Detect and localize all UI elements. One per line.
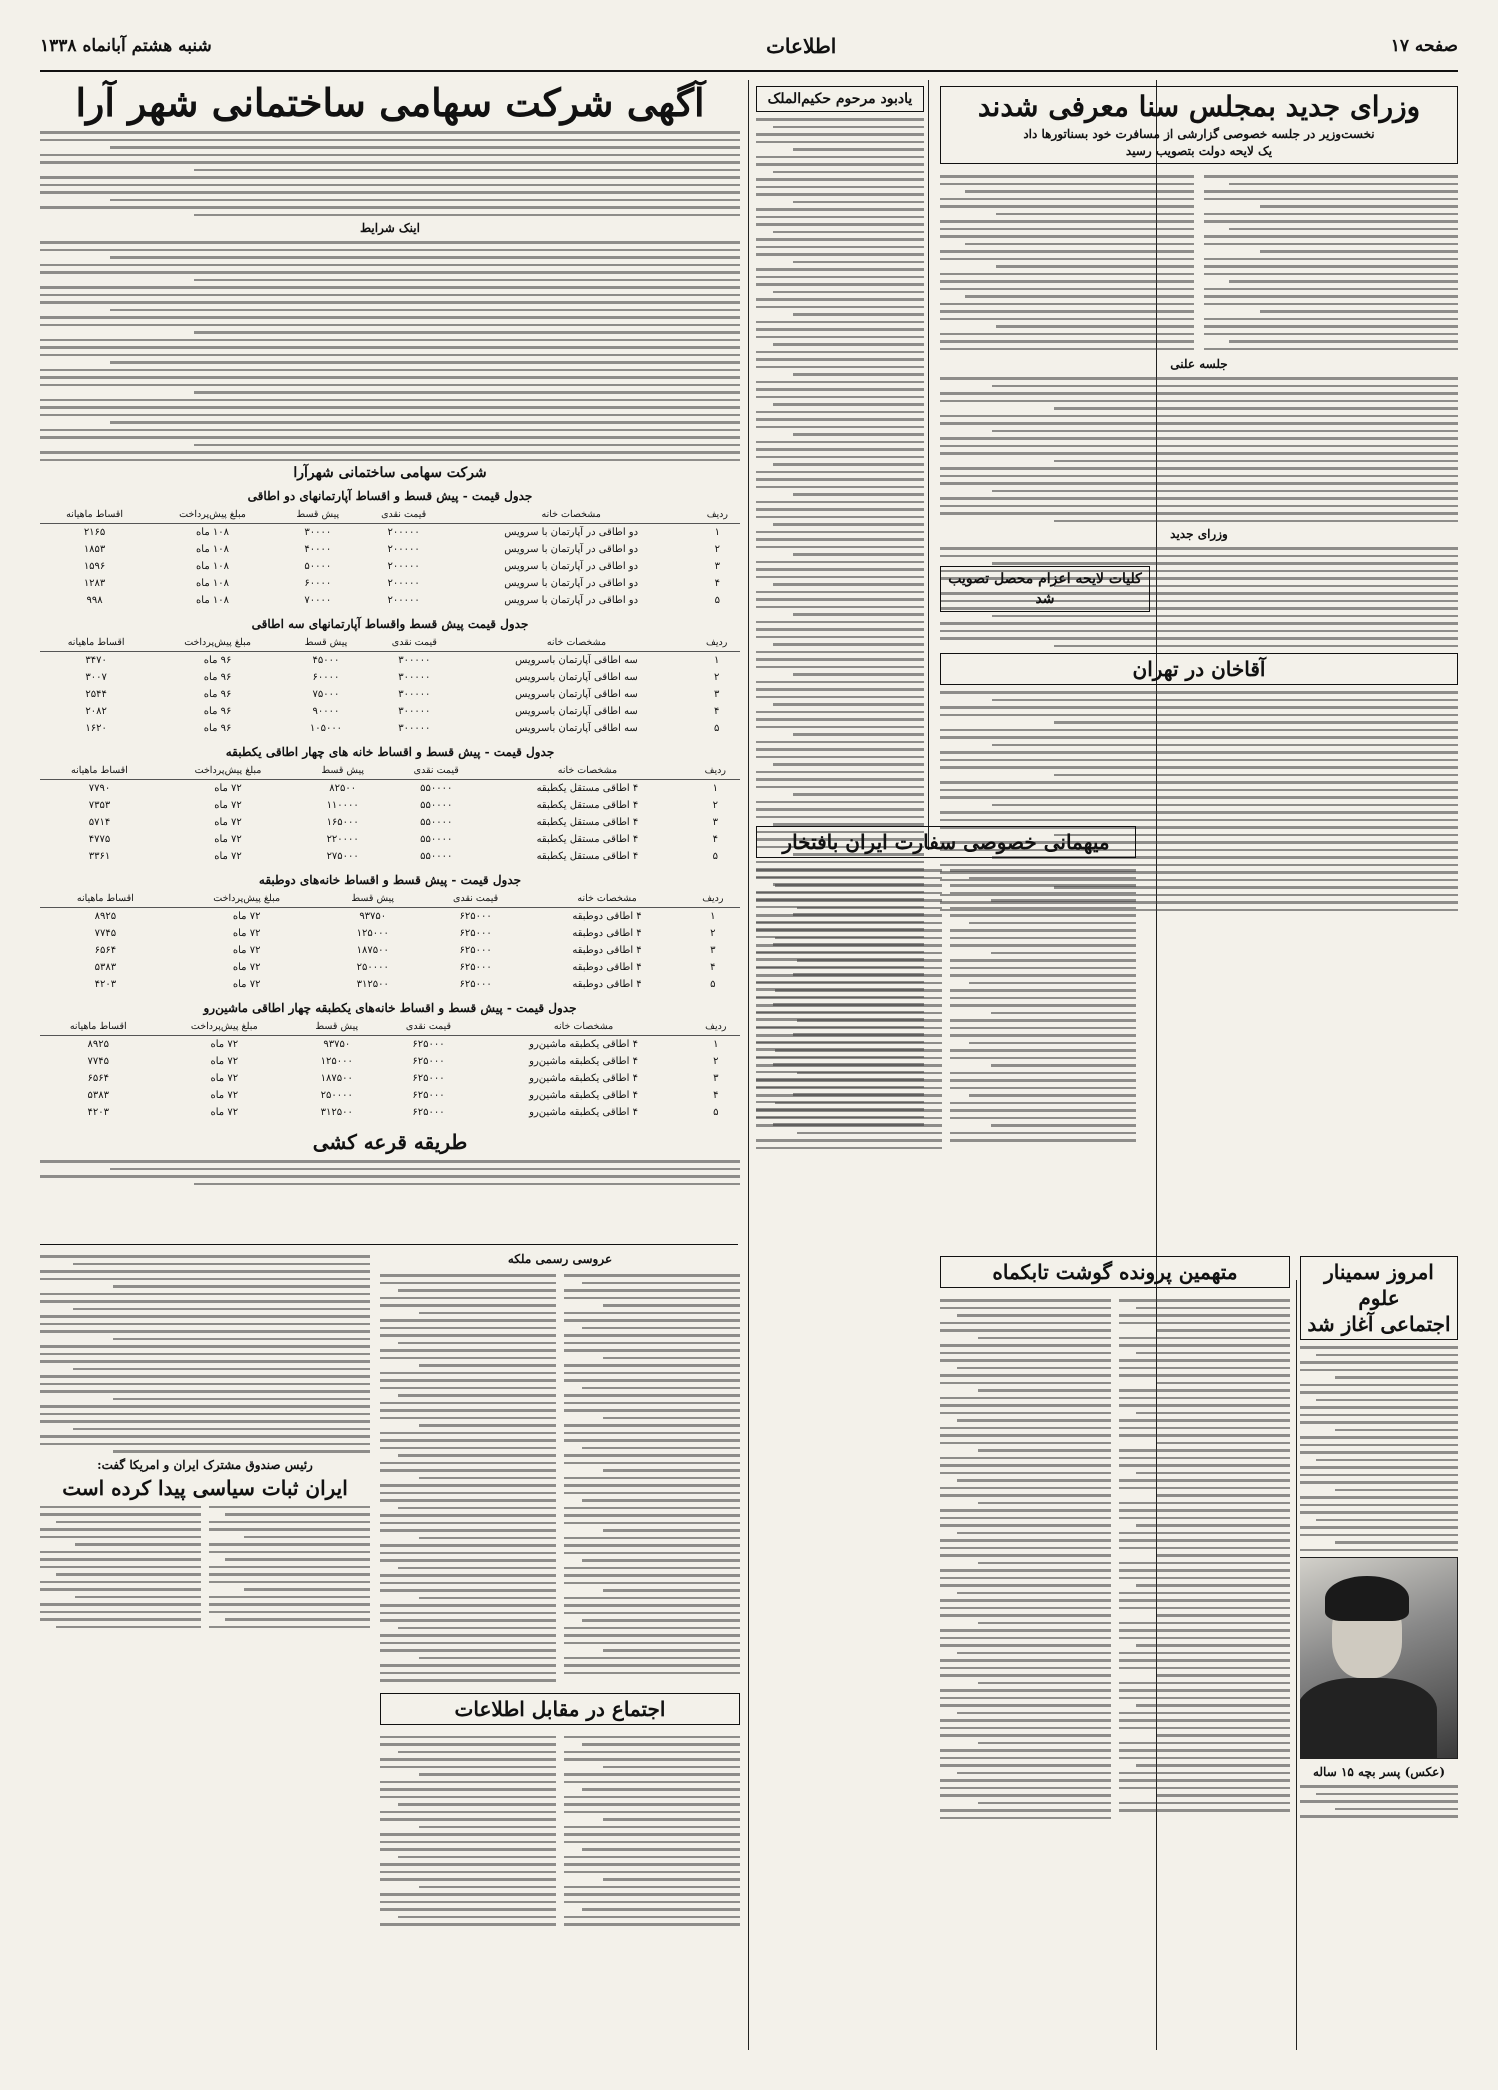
table-cell: ۴ اطاقی یکطبقه ماشین‌رو: [529, 1090, 638, 1101]
table-cell: ۵: [713, 723, 720, 734]
table-cell: ۲۷۵۰۰۰: [326, 851, 359, 862]
table-header-cell: مشخصات خانه: [484, 762, 690, 780]
table-cell: ۴: [713, 1090, 719, 1101]
ad-intro: [40, 131, 740, 216]
table-cell: ۷۲ ماه: [214, 817, 242, 828]
memorial-story: [756, 86, 924, 112]
bill-story: [940, 566, 1150, 612]
table-cell: ۷۲ ماه: [232, 979, 261, 990]
table-cell: ۱: [712, 783, 718, 794]
table-cell: ۶۲۵۰۰۰: [459, 928, 492, 939]
table-cell: ۴ اطاقی مستقل یکطبقه: [536, 834, 639, 845]
table-cell: ۳۰۰۰۰: [304, 527, 332, 538]
ministers-story: [940, 86, 1458, 164]
table-cell: ۳۰۰۰۰۰: [398, 655, 431, 666]
table-cell: ۲: [713, 1056, 719, 1067]
table-row: [40, 541, 740, 558]
reception-story: [756, 826, 1136, 858]
table-cell: ۷۲ ماه: [232, 962, 261, 973]
table-header-cell: قیمت نقدی: [360, 506, 448, 524]
table-header-cell: مبلغ پیش‌پرداخت: [157, 1018, 293, 1036]
table-cell: ۷۲ ماه: [214, 800, 242, 811]
price-table-garage: [40, 1018, 740, 1121]
table-cell: ۱۲۵۰۰۰: [356, 928, 389, 939]
table-row: [40, 1053, 740, 1070]
table-header-cell: ردیف: [691, 762, 740, 780]
table-header-cell: قیمت نقدی: [381, 1018, 475, 1036]
table-header-cell: پیش قسط: [292, 1018, 381, 1036]
table-cell: ۵۵۰۰۰۰: [420, 817, 453, 828]
table-row: [40, 686, 740, 703]
table1-title: جدول قیمت - پیش قسط و اقساط آپارتمانهای دو اطاقی: [247, 489, 533, 503]
column-divider: [928, 80, 929, 850]
table-cell: ۵: [714, 595, 721, 606]
seminar-column: [1300, 1250, 1458, 2050]
memorial-headline: یادبود مرحوم حکیم‌الملک: [767, 91, 913, 107]
table-cell: ۴۵۰۰۰: [312, 655, 340, 666]
table-header-cell: اقساط ماهیانه: [40, 762, 159, 780]
page-number: صفحه ۱۷: [1390, 36, 1458, 56]
table-header-cell: ردیف: [692, 1018, 740, 1036]
table-header-cell: ردیف: [686, 890, 740, 908]
table-cell: ۹۹۸: [86, 595, 103, 606]
table-cell: ۶۲۵۰۰۰: [412, 1073, 445, 1084]
article-body: [1204, 170, 1458, 355]
table-cell: ۶۲۵۰۰۰: [459, 911, 492, 922]
table-cell: ۵۳۸۳: [94, 962, 117, 973]
table-cell: ۵: [712, 851, 718, 862]
article-body: [40, 1501, 201, 1634]
table-cell: ۲۵۰۰۰۰: [320, 1090, 353, 1101]
table-cell: ۴ اطاقی دوطبقه: [572, 962, 642, 973]
table-cell: ۷۲ ماه: [210, 1107, 239, 1118]
table-cell: سه اطاقی آپارتمان باسرویس: [515, 706, 638, 717]
table-cell: ۸۹۲۵: [87, 1039, 110, 1050]
table-cell: ۳۳۶۱: [88, 851, 111, 862]
table-cell: ۱۰۸ ماه: [196, 578, 229, 589]
table-cell: ۲۵۰۰۰۰: [356, 962, 389, 973]
table-cell: ۱۰۸ ماه: [196, 595, 229, 606]
table-header-cell: مبلغ پیش‌پرداخت: [171, 890, 323, 908]
article-body: [564, 1269, 740, 1687]
table-cell: ۵۵۰۰۰۰: [420, 783, 453, 794]
table-row: [40, 848, 740, 865]
table-cell: ۴ اطاقی دوطبقه: [572, 979, 642, 990]
table-cell: دو اطاقی در آپارتمان با سرویس: [504, 527, 639, 538]
table-cell: ۱: [714, 527, 721, 538]
article-body: [1300, 1785, 1458, 1818]
table-cell: ۷۲ ماه: [232, 928, 261, 939]
table-cell: ۴: [710, 962, 716, 973]
article-body: [1300, 1346, 1458, 1551]
table5-title: جدول قیمت - پیش قسط و اقساط خانه‌های یکطبقه چهار اطاقی ماشین‌رو: [203, 1001, 577, 1015]
royal-headline: عروسی رسمی ملکه: [507, 1252, 613, 1266]
table-cell: ۱۲۸۳: [83, 578, 106, 589]
table-cell: ۴ اطاقی دوطبقه: [572, 945, 642, 956]
table-cell: ۶۵۶۴: [87, 1073, 110, 1084]
table-header-cell: پیش قسط: [297, 762, 388, 780]
table-cell: ۵۵۰۰۰۰: [420, 851, 453, 862]
table-row: [40, 831, 740, 848]
table-row: [40, 720, 740, 737]
table-row: [40, 703, 740, 720]
table-cell: ۲: [713, 672, 720, 683]
table-cell: ۳۱۲۵۰۰: [356, 979, 389, 990]
table-cell: ۱۸۵۳: [83, 544, 106, 555]
table-row: [40, 959, 740, 976]
seminar-headline-2: اجتماعی آغاز شد: [1307, 1312, 1451, 1336]
table-cell: ۶۲۵۰۰۰: [412, 1039, 445, 1050]
table-header-cell: مبلغ پیش‌پرداخت: [159, 762, 297, 780]
table-row: [40, 652, 740, 670]
table-cell: ۴ اطاقی مستقل یکطبقه: [536, 817, 639, 828]
lower-middle-column: [380, 1250, 740, 2050]
table-cell: ۳: [710, 945, 716, 956]
table-cell: ۶۲۵۰۰۰: [459, 962, 492, 973]
table-row: [40, 592, 740, 609]
table-row: [40, 942, 740, 959]
table-cell: ۴: [714, 578, 721, 589]
table-row: [40, 976, 740, 993]
table-cell: ۹۳۷۵۰: [323, 1039, 351, 1050]
table-cell: ۲۰۰۰۰۰: [387, 595, 420, 606]
table-cell: ۷۷۴۵: [94, 928, 117, 939]
table-cell: سه اطاقی آپارتمان باسرویس: [515, 723, 638, 734]
table-cell: ۶۰۰۰۰: [312, 672, 340, 683]
table-cell: ۲۱۶۵: [83, 527, 106, 538]
table-row: [40, 558, 740, 575]
table-row: [40, 925, 740, 942]
lottery-headline: طریقه قرعه کشی: [312, 1130, 468, 1154]
table-cell: ۷۲ ماه: [214, 834, 242, 845]
table-cell: ۴ اطاقی دوطبقه: [572, 928, 642, 939]
lottery-body: [40, 1160, 740, 1185]
issue-date: شنبه هشتم آبانماه ۱۳۳۸: [40, 36, 212, 56]
ministers-subhead-2: یک لایحه دولت بتصویب رسید: [1125, 144, 1273, 158]
table-cell: ۶۵۶۴: [94, 945, 117, 956]
fund-column: [40, 1250, 370, 2050]
paper-name: اطلاعات: [766, 34, 837, 58]
table-header-cell: پیش قسط: [283, 634, 369, 652]
table-cell: ۷۲ ماه: [210, 1039, 239, 1050]
table-row: [40, 908, 740, 926]
table-cell: سه اطاقی آپارتمان باسرویس: [515, 689, 638, 700]
table-cell: ۸۲۵۰۰: [329, 783, 357, 794]
table-cell: ۲۰۰۰۰۰: [387, 527, 420, 538]
price-table-2-room: [40, 506, 740, 609]
seminar-story: [1300, 1256, 1458, 1340]
table-cell: ۵۰۰۰۰: [304, 561, 332, 572]
table-header-cell: اقساط ماهیانه: [40, 506, 149, 524]
table-cell: ۳۱۲۵۰۰: [320, 1107, 353, 1118]
table-header-cell: مشخصات خانه: [476, 1018, 692, 1036]
conditions-label: اینک شرایط: [360, 221, 420, 235]
table-cell: ۹۰۰۰۰: [312, 706, 340, 717]
table-cell: ۴۲۰۳: [87, 1107, 110, 1118]
column-divider: [1296, 1280, 1297, 2050]
article-body: [756, 864, 942, 1154]
article-body: [380, 1731, 556, 1931]
table-cell: ۳۰۰۰۰۰: [398, 723, 431, 734]
table-cell: ۴ اطاقی یکطبقه ماشین‌رو: [529, 1107, 638, 1118]
table-cell: ۶۲۵۰۰۰: [459, 945, 492, 956]
photo-caption: (عکس) پسر بچه ۱۵ ساله: [1312, 1765, 1446, 1779]
article-body: [564, 1731, 740, 1931]
table-row: [40, 669, 740, 686]
table-header-cell: مشخصات خانه: [528, 890, 685, 908]
table-cell: ۳۰۰۰۰۰: [398, 672, 431, 683]
table-cell: ۱۱۰۰۰۰: [326, 800, 359, 811]
table-row: [40, 780, 740, 798]
table-row: [40, 814, 740, 831]
table-cell: سه اطاقی آپارتمان باسرویس: [515, 672, 638, 683]
table-cell: ۲۵۴۴: [85, 689, 107, 700]
table-cell: ۱۰۸ ماه: [196, 527, 229, 538]
table-header-cell: قیمت نقدی: [423, 890, 528, 908]
ad-headline: آگهی شرکت سهامی ساختمانی شهر آرا: [75, 80, 705, 125]
table-cell: ۴ اطاقی مستقل یکطبقه: [536, 851, 639, 862]
lottery-continued: [40, 1255, 370, 1453]
ministers-headline: وزرای جدید بمجلس سنا معرفی شدند: [977, 90, 1421, 123]
mid-lower-block: [756, 820, 1136, 1240]
price-table-3-room: [40, 634, 740, 737]
table-cell: ۶۲۵۰۰۰: [412, 1056, 445, 1067]
table-cell: ۵۷۱۴: [88, 817, 111, 828]
table-cell: ۳۰۰۷: [85, 672, 107, 683]
article-body: [940, 1294, 1111, 1824]
table-cell: ۱۵۹۶: [83, 561, 106, 572]
table-cell: دو اطاقی در آپارتمان با سرویس: [504, 578, 639, 589]
table-cell: ۱۶۵۰۰۰: [326, 817, 359, 828]
table-cell: ۴۲۰۳: [94, 979, 117, 990]
table-cell: ۵۵۰۰۰۰: [420, 800, 453, 811]
table-cell: ۲۰۰۰۰۰: [387, 544, 420, 555]
article-body: [940, 170, 1194, 355]
table-cell: ۱۰۸ ماه: [196, 561, 229, 572]
table-cell: ۲: [710, 928, 716, 939]
table-cell: ۱۸۷۵۰۰: [320, 1073, 353, 1084]
table-cell: سه اطاقی آپارتمان باسرویس: [515, 655, 638, 666]
table-cell: ۲۰۸۲: [85, 706, 107, 717]
table-cell: ۷۵۰۰۰: [312, 689, 340, 700]
portrait-photo: [1300, 1557, 1458, 1759]
table-cell: ۴ اطاقی مستقل یکطبقه: [536, 800, 639, 811]
table-cell: ۲۰۰۰۰۰: [387, 578, 420, 589]
section-label: جلسه علنی: [1170, 357, 1228, 371]
table-header-cell: قیمت نقدی: [388, 762, 484, 780]
table-cell: ۶۲۵۰۰۰: [459, 979, 492, 990]
agha-khan-headline: آقاخان در تهران: [1132, 657, 1266, 681]
bill-headline: کلیات لایحه اعزام محصل تصویب شد: [948, 571, 1142, 607]
article-body: [940, 377, 1458, 522]
table-cell: ۵: [713, 1107, 719, 1118]
table-cell: ۶۰۰۰۰: [304, 578, 332, 589]
advertisement-column: [40, 80, 740, 1240]
table-cell: ۷۲ ماه: [210, 1090, 239, 1101]
section-rule: [40, 1244, 738, 1245]
table-header-cell: مبلغ پیش‌پرداخت: [152, 634, 283, 652]
table-cell: ۹۶ ماه: [203, 723, 232, 734]
table-row: [40, 1087, 740, 1104]
table-cell: ۷۲ ماه: [214, 783, 242, 794]
table-header-cell: قیمت نقدی: [369, 634, 460, 652]
table-cell: ۵۳۸۳: [87, 1090, 110, 1101]
table-cell: ۲۲۰۰۰۰: [326, 834, 359, 845]
table-cell: ۳: [713, 1073, 719, 1084]
table-row: [40, 575, 740, 592]
table-cell: ۱۰۸ ماه: [196, 544, 229, 555]
table-cell: ۳۴۷۰: [85, 655, 107, 666]
table-cell: ۷۲ ماه: [232, 945, 261, 956]
table-cell: ۱: [713, 1039, 719, 1050]
reception-headline: میهمانی خصوصی سفارت ایران بافتخار: [782, 830, 1110, 854]
table-cell: ۷۷۴۵: [87, 1056, 110, 1067]
table-cell: ۷۲ ماه: [214, 851, 242, 862]
table-cell: ۱۰۵۰۰۰: [309, 723, 343, 734]
table-cell: ۴ اطاقی یکطبقه ماشین‌رو: [529, 1056, 638, 1067]
table-cell: ۱: [710, 911, 716, 922]
table-cell: ۶۲۵۰۰۰: [412, 1090, 445, 1101]
table-cell: ۷۷۹۰: [88, 783, 111, 794]
table-cell: ۴: [712, 834, 718, 845]
table-cell: ۵: [710, 979, 716, 990]
table-row: [40, 1036, 740, 1054]
table-cell: دو اطاقی در آپارتمان با سرویس: [504, 561, 639, 572]
table-header-cell: مبلغ پیش‌پرداخت: [149, 506, 276, 524]
bill-block: [940, 560, 1150, 640]
table-cell: ۷۰۰۰۰: [304, 595, 332, 606]
section-label: وزرای جدید: [1170, 527, 1228, 541]
column-divider: [748, 80, 749, 2050]
table-cell: ۸۹۲۵: [94, 911, 117, 922]
masthead-rule: [40, 70, 1458, 72]
table-cell: ۲: [714, 544, 721, 555]
table-cell: ۹۶ ماه: [203, 689, 232, 700]
table-cell: ۳: [713, 689, 720, 700]
meat-case-headline: متهمین پرونده گوشت تابکماه: [992, 1260, 1238, 1284]
table-header-cell: ردیف: [695, 506, 740, 524]
table-cell: دو اطاقی در آپارتمان با سرویس: [504, 595, 639, 606]
table-cell: ۴ اطاقی یکطبقه ماشین‌رو: [529, 1073, 638, 1084]
table-cell: ۴۰۰۰۰: [304, 544, 332, 555]
table-row: [40, 1070, 740, 1087]
table-cell: ۹۶ ماه: [203, 655, 232, 666]
table-cell: ۱۲۵۰۰۰: [320, 1056, 353, 1067]
price-table-duplex: [40, 890, 740, 993]
table-cell: ۱: [713, 655, 720, 666]
table-cell: ۷۲ ماه: [210, 1056, 239, 1067]
masthead: [40, 26, 1458, 66]
table-row: [40, 797, 740, 814]
table-header-cell: پیش قسط: [323, 890, 423, 908]
table-cell: دو اطاقی در آپارتمان با سرویس: [504, 544, 639, 555]
fund-kicker: رئیس صندوق مشترک ایران و امریکا گفت:: [97, 1457, 313, 1472]
table-header-cell: پیش قسط: [276, 506, 360, 524]
ad-conditions: [40, 241, 740, 461]
court-column: [940, 1250, 1290, 2050]
article-body: [950, 864, 1136, 1154]
table-cell: ۳۰۰۰۰۰: [398, 706, 431, 717]
table-cell: ۷۲ ماه: [232, 911, 261, 922]
ministers-subhead: نخست‌وزیر در جلسه خصوصی گزارشی از مسافرت خود بسناتورها داد: [1023, 127, 1375, 141]
table-header-cell: اقساط ماهیانه: [40, 634, 152, 652]
table-header-cell: ردیف: [693, 634, 740, 652]
table-cell: ۴۷۷۵: [88, 834, 111, 845]
table-cell: ۹۶ ماه: [203, 672, 232, 683]
table2-title: جدول قیمت پیش قسط واقساط آپارتمانهای سه اطاقی: [251, 617, 529, 631]
agha-khan-story: [940, 653, 1458, 685]
table-cell: ۲: [712, 800, 718, 811]
table-cell: ۵۵۰۰۰۰: [420, 834, 453, 845]
table-cell: ۱۸۷۵۰۰: [356, 945, 389, 956]
table-cell: ۹۳۷۵۰: [359, 911, 387, 922]
article-body: [1119, 1294, 1290, 1824]
table-cell: ۳۰۰۰۰۰: [398, 689, 431, 700]
table-cell: ۳: [714, 561, 721, 572]
meat-case-story: [940, 1256, 1290, 1288]
table-header-cell: مشخصات خانه: [448, 506, 695, 524]
table-header-cell: اقساط ماهیانه: [40, 890, 171, 908]
company-name: شرکت سهامی ساختمانی شهرآرا: [293, 465, 487, 481]
table-row: [40, 1104, 740, 1121]
table3-title: جدول قیمت - پیش قسط و اقساط خانه های چهار اطاقی یکطبقه: [225, 745, 555, 759]
table4-title: جدول قیمت - پیش قسط و اقساط خانه‌های دوطبقه: [258, 873, 522, 887]
price-table-4-room: [40, 762, 740, 865]
table-header-cell: اقساط ماهیانه: [40, 1018, 157, 1036]
table-cell: ۴ اطاقی یکطبقه ماشین‌رو: [529, 1039, 638, 1050]
table-cell: ۳: [712, 817, 718, 828]
table-cell: ۲۰۰۰۰۰: [387, 561, 420, 572]
table-header-cell: مشخصات خانه: [460, 634, 694, 652]
seminar-headline: امروز سمینار علوم: [1324, 1260, 1434, 1310]
table-cell: ۱۶۲۰: [85, 723, 107, 734]
table-cell: ۴: [713, 706, 720, 717]
table-row: [40, 524, 740, 542]
article-body: [209, 1501, 370, 1634]
gathering-headline: اجتماع در مقابل اطلاعات: [454, 1696, 666, 1721]
table-cell: ۷۲ ماه: [210, 1073, 239, 1084]
table-cell: ۷۳۵۳: [88, 800, 111, 811]
gathering-story: [380, 1693, 740, 1725]
table-cell: ۴ اطاقی دوطبقه: [572, 911, 642, 922]
table-cell: ۴ اطاقی مستقل یکطبقه: [536, 783, 639, 794]
article-body: [380, 1269, 556, 1687]
table-cell: ۶۲۵۰۰۰: [412, 1107, 445, 1118]
table-cell: ۹۶ ماه: [203, 706, 232, 717]
fund-headline: ایران ثبات سیاسی پیدا کرده است: [62, 1475, 348, 1500]
